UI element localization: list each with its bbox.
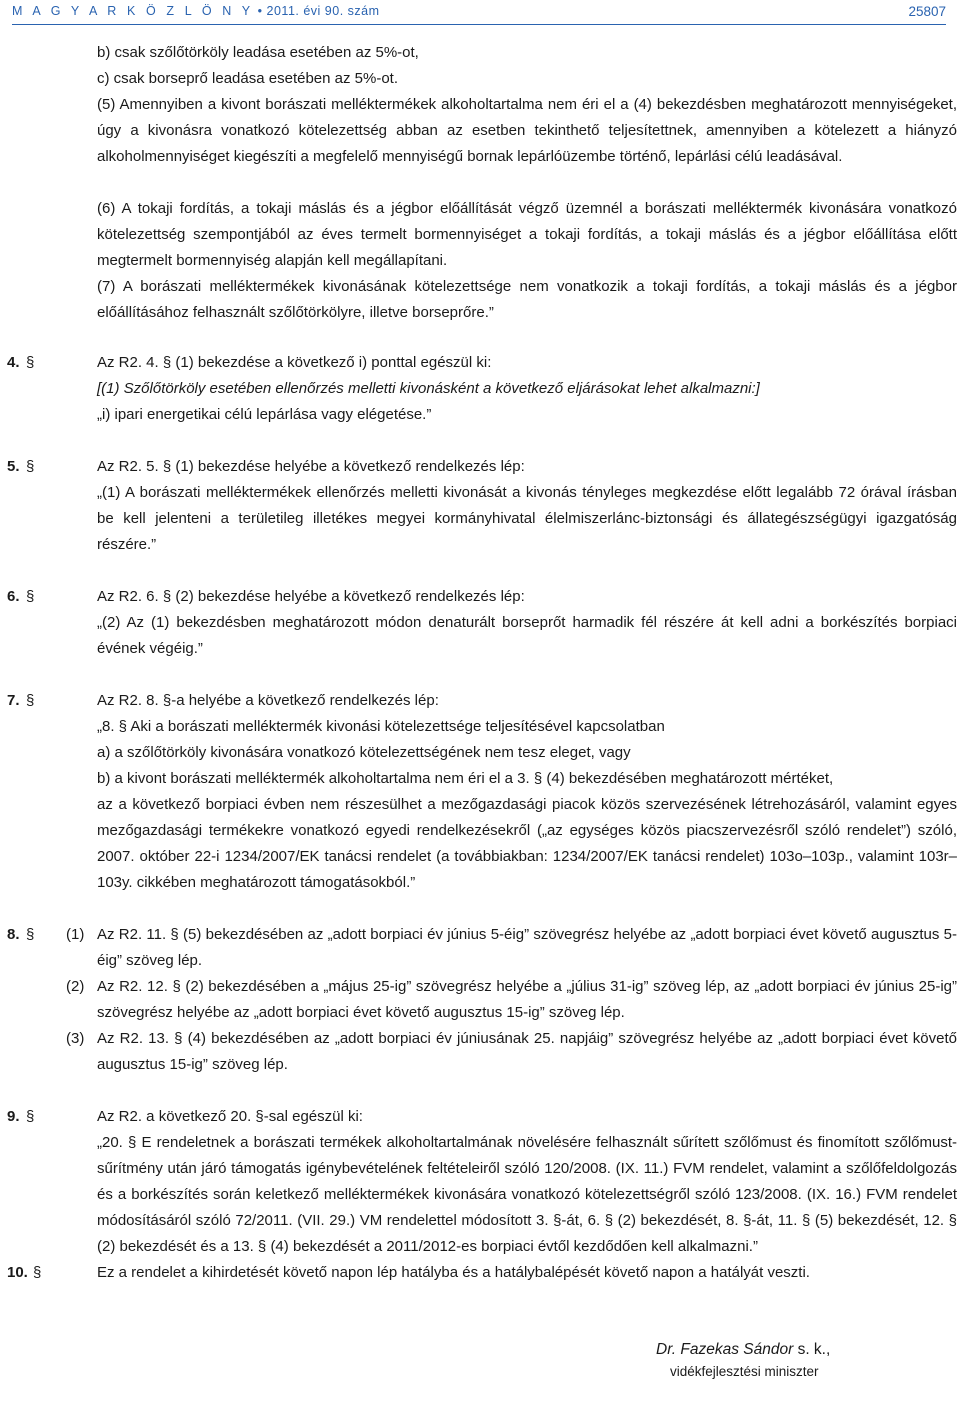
- signature-title: vidékfejlesztési miniszter: [670, 1364, 819, 1379]
- section-number: 4.: [7, 354, 20, 371]
- section-7-line-b: b) a kivont borászati melléktermék alkoholtartalma nem éri el a 3. § (4) bekezdésében meghatározott mértéket,: [97, 770, 834, 787]
- section-9-body: „20. § E rendeletnek a borászati termékek alkoholtartalmának növelésére felhasznált sűrített szőlőmust és finomított szőlőmust-sűrítmény után járó támogatás igénybevételének feltételeiről szóló 120/2008. (IX. 11.) FVM rendelet, valamint a szőlőfeldolgozás és a borkészítés során keletkező melléktermékek kivonására vonatkozó kötelezettségről szóló 123/2008. (IX. 16.) FVM rendelet módosításáról szóló 72/2011. (VII. 29.) VM rendelettel módosított 3. §-át, 6. § (2) bekezdését, 8. §-át, 11. § (5) bekezdését, 12. § (2) bekezdését és a 13. § (4) bekezdését a 2011/2012-es borpiaci évtől kezdődően kell alkalmazni.”: [97, 1134, 957, 1255]
- section-8-item-1: Az R2. 11. § (5) bekezdésében az „adott borpiaci év június 5-éig” szövegrész helyébe az „adott borpiaci évet követő augusztus 5-éig” szöveg lép.: [97, 926, 957, 969]
- subsection-number: (2): [66, 978, 85, 995]
- subsection-number: (1): [66, 926, 85, 943]
- section-sign: §: [26, 354, 35, 371]
- section-7-lead: Az R2. 8. §-a helyébe a következő rendelkezés lép:: [97, 692, 439, 709]
- page-header: [12, 4, 946, 25]
- section-number: 7.: [7, 692, 20, 709]
- section-9-lead: Az R2. a következő 20. §-sal egészül ki:: [97, 1108, 363, 1125]
- section-8-item-2: Az R2. 12. § (2) bekezdésében a „május 25-ig” szövegrész helyébe a „július 31-ig” szöveg lép, az „adott borpiaci év június 25-ig” szövegrész helyébe az „adott borpiaci évet követő augusztus 15-ig” szöveg lép.: [97, 978, 957, 1021]
- signature-name: Dr. Fazekas Sándor s. k.,: [656, 1341, 831, 1358]
- paragraph-6: (6) A tokaji fordítás, a tokaji máslás és a jégbor előállítását végző üzemnél a borászati melléktermék kivonására vonatkozó kötelezettség szempontjából az éves termelt bormennyiséget a tokaji fordítás, a tokaji máslás és a jégbor előállítása előtt megtermelt bormennyiség alapján kell megállapítani.: [97, 200, 957, 269]
- section-10-text: Ez a rendelet a kihirdetését követő napon lép hatályba és a hatálybalépését követő napon a hatályát veszti.: [97, 1264, 810, 1281]
- section-sign: §: [33, 1264, 42, 1281]
- section-number: 8.: [7, 926, 20, 943]
- point-c: c) csak borseprő leadása esetében az 5%-ot.: [97, 70, 399, 87]
- section-number: 9.: [7, 1108, 20, 1125]
- subsection-number: (3): [66, 1030, 85, 1047]
- section-4-italic: [(1) Szőlőtörköly esetében ellenőrzés melletti kivonásként a következő eljárásokat lehet alkalmazni:]: [97, 380, 760, 397]
- section-number: 5.: [7, 458, 20, 475]
- journal-title: M A G Y A R K Ö Z L Ö N Y • 2011. évi 90. szám: [12, 4, 380, 18]
- section-7-line-a: a) a szőlőtörköly kivonására vonatkozó kötelezettségének nem tesz eleget, vagy: [97, 744, 631, 761]
- section-4-body: „i) ipari energetikai célú lepárlása vagy elégetése.”: [97, 406, 432, 423]
- paragraph-7: (7) A borászati melléktermékek kivonásának kötelezettsége nem vonatkozik a tokaji fordítás, a tokaji máslás és a jégbor előállításához felhasznált szőlőtörkölyre, illetve borseprőre.”: [97, 278, 957, 321]
- section-number: 6.: [7, 588, 20, 605]
- section-7-body: az a következő borpiaci évben nem részesülhet a mezőgazdasági piacok közös szervezésének létrehozásáról, valamint egyes mezőgazdasági termékekre vonatkozó egyedi rendelkezésekről („az egységes közös piacszervezésről szóló rendelet”) szóló, 2007. október 22-i 1234/2007/EK tanácsi rendelet (a továbbiakban: 1234/2007/EK tanácsi rendelet) 103o–103p., valamint 103r–103y. cikkében meghatározott támogatásokból.”: [97, 796, 957, 891]
- section-8-item-3: Az R2. 13. § (4) bekezdésében az „adott borpiaci év júniusának 25. napjáig” szövegrész helyébe az „adott borpiaci évet követő augusztus 15-ig” szöveg lép.: [97, 1030, 957, 1073]
- section-5-lead: Az R2. 5. § (1) bekezdése helyébe a következő rendelkezés lép:: [97, 458, 525, 475]
- section-sign: §: [26, 1108, 35, 1125]
- page-number: 25807: [908, 4, 946, 19]
- section-sign: §: [26, 926, 35, 943]
- section-7-line-1: „8. § Aki a borászati melléktermék kivonási kötelezettsége teljesítésével kapcsolatban: [97, 718, 665, 735]
- point-b: b) csak szőlőtörköly leadása esetében az 5%-ot,: [97, 44, 419, 61]
- section-6-lead: Az R2. 6. § (2) bekezdése helyébe a következő rendelkezés lép:: [97, 588, 525, 605]
- paragraph-5: (5) Amennyiben a kivont borászati melléktermékek alkoholtartalma nem éri el a (4) bekezdésben meghatározott mennyiségeket, úgy a kivonásra vonatkozó kötelezettség abban az esetben tekinthető teljesítettnek, amennyiben a kötelezett a hiányzó alkoholmennyiséget kiegészíti a megfelelő mennyiségű bornak lepárlóüzembe történő, lepárlási célú leadásával.: [97, 96, 957, 165]
- section-number: 10.: [7, 1264, 28, 1281]
- section-4-lead: Az R2. 4. § (1) bekezdése a következő i) ponttal egészül ki:: [97, 354, 492, 371]
- section-5-body: „(1) A borászati melléktermékek ellenőrzés melletti kivonását a kivonás tényleges megkezdése előtt legalább 72 órával írásban be kell jelenteni a területileg illetékes megyei kormányhivatal élelmiszerlánc-biztonsági és állategészségügyi igazgatóság részére.”: [97, 484, 957, 553]
- section-sign: §: [26, 458, 35, 475]
- section-sign: §: [26, 588, 35, 605]
- section-sign: §: [26, 692, 35, 709]
- section-6-body: „(2) Az (1) bekezdésben meghatározott módon denaturált borseprőt harmadik fél részére át kell adni a borkészítés borpiaci évének végéig.”: [97, 614, 957, 657]
